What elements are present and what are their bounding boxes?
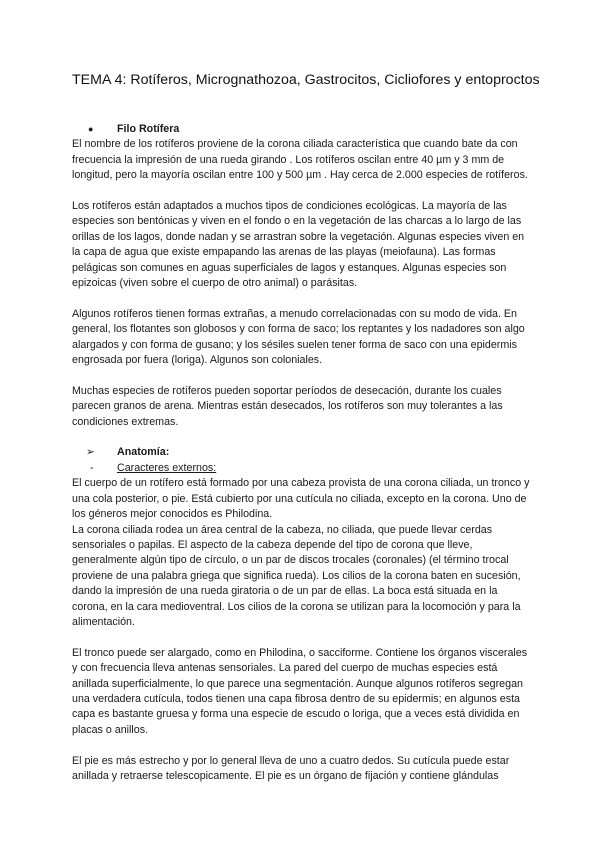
bullet-icon: ● bbox=[88, 124, 94, 134]
paragraph-8: El pie es más estrecho y por lo general lleva de uno a cuatro dedos. Su cutícula puede estar anillada y retraerse telescopicamente. El pie es un órgano de fijación y contiene glándulas bbox=[72, 754, 510, 782]
page-title: TEMA 4: Rotíferos, Micrognathozoa, Gastrocitos, Cicliofores y entoproctos bbox=[72, 72, 540, 88]
paragraph-gap bbox=[72, 430, 532, 445]
paragraph-gap bbox=[72, 630, 532, 645]
paragraph-2: Los rotíferos están adaptados a muchos tipos de condiciones ecológicas. La mayoría de las especies son bentónicas y viven en el fondo o en la vegetación de las charcas a lo largo de las orillas de los lagos, donde nadan y se arrastran sobre la vegetación. Algunas especies viven en la capa de agua que existe empapando las arenas de las playas (meiofauna). Las formas pelágicas son comunes en aguas superficiales de lagos y estanques. Algunas especies son epizoicas (viven sobre el cuerpo de otro animal) o parásitas. bbox=[72, 200, 525, 290]
paragraph-3: Algunos rotíferos tienen formas extrañas, a menudo correlacionadas con su modo de vida. En general, los flotantes son globosos y con forma de saco; los reptantes y los nadadores son algo alargados y con forma de gusano; y los sésiles suelen tener forma de saco con una epidermis engrosada por fuera (loriga). Algunos son coloniales. bbox=[72, 307, 525, 367]
dash-bullet: - bbox=[90, 461, 94, 474]
subsection-heading-row bbox=[72, 445, 532, 460]
arrow-bullet-icon: ➢ bbox=[86, 446, 95, 459]
document-body bbox=[72, 122, 532, 784]
subsection-heading: Anatomía: bbox=[117, 446, 170, 459]
list-item bbox=[72, 461, 532, 476]
section-heading-row bbox=[72, 122, 532, 137]
paragraph-gap bbox=[72, 738, 532, 753]
list-item-label: Caracteres externos: bbox=[117, 461, 217, 474]
paragraph-gap bbox=[72, 368, 532, 383]
paragraph-1: El nombre de los rotíferos proviene de la corona ciliada característica que cuando bate da con frecuencia la impresión de una rueda girando . Los rotíferos oscilan entre 40 µm y 3 mm de longitud, pero la mayoría oscilan entre 100 y 500 µm . Hay cerca de 2.000 especies de rotíferos. bbox=[72, 138, 528, 182]
paragraph-gap bbox=[72, 291, 532, 306]
paragraph-5: El cuerpo de un rotífero está formado por una cabeza provista de una corona ciliada, un tronco y una cola posterior, o pie. Está cubierto por una cutícula no ciliada, excepto en la corona. Uno de los géneros mejor conocidos es Philodina. bbox=[72, 477, 530, 521]
paragraph-6: La corona ciliada rodea un área central de la cabeza, no ciliada, que puede llevar cerdas sensoriales o papilas. El aspecto de la cabeza depende del tipo de corona que lleve, generalmente algún tipo de círculo, o un par de discos trocales (coronales) (el término trocal proviene de una palabra griega que significa rueda). Los cilios de la corona baten en sucesión, dando la impresión de una rueda giratoria o de un par de ellas. La boca está situada en la corona, en la cara medioventral. Los cilios de la corona se utilizan para la locomoción y para la alimentación. bbox=[72, 523, 521, 628]
paragraph-gap bbox=[72, 184, 532, 199]
paragraph-4: Muchas especies de rotíferos pueden soportar períodos de desecación, durante los cuales parecen granos de arena. Mientras están desecados, los rotíferos son muy tolerantes a las condiciones extremas. bbox=[72, 384, 503, 428]
paragraph-7: El tronco puede ser alargado, como en Philodina, o sacciforme. Contiene los órganos viscerales y con frecuencia lleva antenas sensoriales. La pared del cuerpo de muchas especies está anillada superficialmente, lo que parece una segmentación. Aunque algunos rotíferos segregan una verdadera cutícula, todos tienen una capa fibrosa dentro de su epidermis; en algunos esta capa es bastante gruesa y forma una especie de escudo o loriga, que a veces está dividida en placas o anillos. bbox=[72, 646, 528, 736]
section-heading: Filo Rotífera bbox=[117, 123, 180, 135]
